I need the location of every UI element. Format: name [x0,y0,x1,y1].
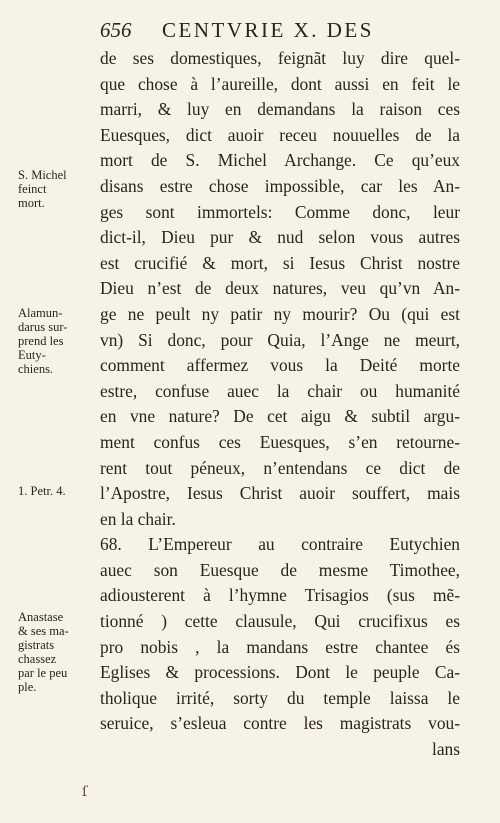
text-line: rent tout péneux, n’entendans ce dict de [100,457,460,478]
text-line: Eglises & processions. Dont le peuple Ca- [100,662,460,683]
paragraph-start-line: 68. L’Empereur au contraire Eutychien [100,534,460,555]
margin-note-line: Anastase [18,610,64,624]
margin-note-line: Euty- [18,348,46,362]
text-line: en la chair. [100,508,176,529]
margin-note-line: & ses ma- [18,624,69,638]
text-line: dict-il, Dieu pur & nud selon vous autres [100,227,460,248]
text-line: marri, & luy en demandans la raison ces [100,99,460,120]
ink-blot: ſ [82,784,88,800]
margin-note-line: darus sur- [18,320,68,334]
text-line: ment confus ces Euesques, s’en retourne- [100,431,460,452]
text-line: en vne nature? De cet aigu & subtil argu- [100,406,460,427]
margin-note-line: par le peu [18,666,68,680]
margin-note-scripture-ref [18,484,96,498]
text-line: comment affermez vous la Deité morte [100,355,460,376]
body-text [100,46,460,763]
text-line: pro nobis , la mandans estre chantee és [100,636,460,657]
text-line: de ses domestiques, feignãt luy dire quel- [100,48,460,68]
margin-note-line: 1. Petr. 4. [18,484,66,498]
text-line: ge ne peult ny patir ny mourir? Ou (qui est [100,303,460,324]
margin-note-line: Alamun- [18,306,63,320]
text-line: Euesques, dict auoir receu nouuelles de la [100,124,460,145]
margin-note-line: feinct [18,182,47,196]
text-line: tionné ) cette clausule, Qui crucifixus es [100,611,460,632]
margin-note-line: chiens. [18,362,54,376]
text-line: disans estre chose impossible, car les An- [100,175,460,196]
catchword: lans [431,739,460,760]
margin-note-line: gistrats [18,638,55,652]
margin-note-alamundarus [18,306,96,376]
page-header [100,14,480,44]
running-head: CENTVRIE X. DES [162,18,374,42]
text-line: Dieu n’est de deux natures, veu qu’vn An- [100,278,460,299]
margin-note-line: mort. [18,196,45,210]
text-line: tholique irrité, sorty du temple laissa le [100,687,460,708]
text-line: auec son Euesque de mesme Timothee, [100,559,460,580]
margin-note-anastase [18,610,96,694]
text-line: seruice, s’esleua contre les magistrats vou- [100,713,460,734]
text-line: adiousterent à l’hymne Trisagios (sus mẽ- [100,585,460,606]
text-line: vn) Si donc, pour Quia, l’Ange ne meurt, [100,329,460,350]
text-line: l’Apostre, Iesus Christ auoir souffert, mais [100,483,460,504]
margin-note-saint-michel [18,168,96,210]
page-number: 656 [100,18,132,42]
text-line: mort de S. Michel Archange. Ce qu’eux [100,150,460,171]
text-line: ges sont immortels: Comme donc, leur [100,201,460,222]
margin-note-line: ple. [18,680,37,694]
text-line: que chose à l’aureille, dont aussi en feit le [100,73,460,94]
margin-note-line: chassez [18,652,57,666]
margin-note-line: prend les [18,334,64,348]
margin-note-line: S. Michel [18,168,67,182]
text-line: estre, confuse auec la chair ou humanité [100,380,460,401]
text-line: est crucifié & mort, si Iesus Christ nostre [100,252,460,273]
